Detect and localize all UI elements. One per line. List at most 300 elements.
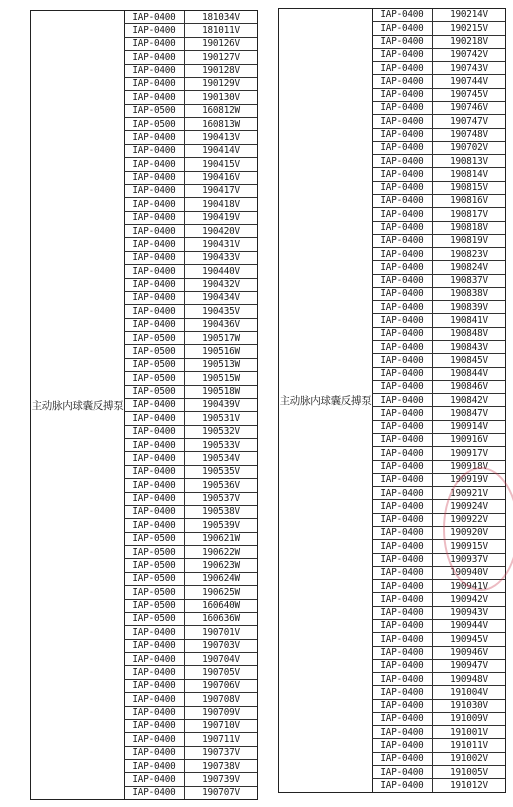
- model-cell: IAP-0500: [124, 372, 185, 384]
- model-cell: IAP-0400: [372, 633, 433, 645]
- model-cell: IAP-0400: [124, 426, 185, 438]
- serial-number-cell: 190839V: [450, 301, 488, 313]
- serial-number-cell: 190921V: [450, 487, 488, 499]
- table-row: [124, 693, 257, 706]
- table-row: [372, 102, 505, 115]
- serial-number-cell: 190838V: [450, 288, 488, 300]
- serial-number-cell: 190818V: [450, 221, 488, 233]
- model-cell: IAP-0400: [124, 305, 185, 317]
- serial-number-cell: 190824V: [450, 261, 488, 273]
- table-row: [124, 265, 257, 278]
- model-cell: IAP-0400: [124, 452, 185, 464]
- table-row: [372, 686, 505, 699]
- model-cell: IAP-0400: [124, 225, 185, 237]
- table-row: [372, 779, 505, 791]
- serial-number-cell: 190743V: [450, 62, 488, 74]
- serial-number-cell: 190515W: [202, 372, 240, 384]
- serial-number-cell: 160636W: [202, 613, 240, 625]
- model-cell: IAP-0400: [124, 279, 185, 291]
- serial-number-cell: 190747V: [450, 115, 488, 127]
- serial-number-cell: 190709V: [202, 707, 240, 719]
- model-cell: IAP-0400: [372, 248, 433, 260]
- model-cell: IAP-0400: [124, 24, 185, 36]
- table-row: [124, 399, 257, 412]
- model-cell: IAP-0400: [372, 22, 433, 34]
- serial-number-cell: 190738V: [202, 760, 240, 772]
- table-row: [124, 225, 257, 238]
- serial-number-cell: 190127V: [202, 51, 240, 63]
- serial-number-cell: 190532V: [202, 426, 240, 438]
- table-row: [124, 479, 257, 492]
- table-row: [372, 580, 505, 593]
- serial-number-cell: 190819V: [450, 235, 488, 247]
- serial-number-cell: 191009V: [450, 713, 488, 725]
- model-cell: IAP-0400: [124, 747, 185, 759]
- model-cell: IAP-0400: [372, 62, 433, 74]
- serial-number-cell: 190815V: [450, 182, 488, 194]
- model-cell: IAP-0400: [124, 680, 185, 692]
- table-row: [372, 9, 505, 22]
- model-cell: IAP-0400: [372, 288, 433, 300]
- table-row: [372, 22, 505, 35]
- table-row: [124, 773, 257, 786]
- serial-number-cell: 190707V: [202, 787, 240, 799]
- model-cell: IAP-0400: [372, 527, 433, 539]
- serial-number-cell: 190917V: [450, 447, 488, 459]
- serial-number-cell: 190846V: [450, 381, 488, 393]
- table-row: [124, 78, 257, 91]
- serial-number-cell: 190941V: [450, 580, 488, 592]
- table-row: [372, 567, 505, 580]
- table-row: [124, 439, 257, 452]
- table-row: [124, 332, 257, 345]
- serial-number-cell: 190705V: [202, 666, 240, 678]
- model-cell: IAP-0400: [124, 760, 185, 772]
- table-row: [124, 238, 257, 251]
- serial-number-cell: 190944V: [450, 620, 488, 632]
- model-cell: IAP-0400: [372, 607, 433, 619]
- model-cell: IAP-0400: [372, 89, 433, 101]
- model-cell: IAP-0500: [124, 105, 185, 117]
- table-row: [124, 279, 257, 292]
- serial-number-cell: 190536V: [202, 479, 240, 491]
- serial-number-cell: 190817V: [450, 208, 488, 220]
- table-row: [124, 38, 257, 51]
- model-cell: IAP-0500: [124, 359, 185, 371]
- model-cell: IAP-0400: [372, 129, 433, 141]
- table-row: [372, 301, 505, 314]
- serial-number-cell: 190433V: [202, 252, 240, 264]
- serial-number-cell: 190737V: [202, 747, 240, 759]
- model-cell: IAP-0400: [372, 75, 433, 87]
- serial-number-cell: 190919V: [450, 474, 488, 486]
- serial-number-cell: 190943V: [450, 607, 488, 619]
- serial-number-cell: 190845V: [450, 354, 488, 366]
- table-row: [372, 261, 505, 274]
- serial-number-cell: 190518W: [202, 386, 240, 398]
- model-cell: IAP-0400: [372, 328, 433, 340]
- model-cell: IAP-0400: [372, 9, 433, 21]
- table-row: [124, 653, 257, 666]
- table-row: [372, 248, 505, 261]
- table-row: [372, 487, 505, 500]
- serial-number-cell: 190704V: [202, 653, 240, 665]
- table-row: [124, 305, 257, 318]
- serial-number-cell: 181011V: [202, 24, 240, 36]
- table-row: [124, 573, 257, 586]
- table-row: [124, 51, 257, 64]
- table-row: [372, 195, 505, 208]
- table-row: [124, 185, 257, 198]
- model-cell: IAP-0400: [372, 766, 433, 778]
- serial-number-cell: 190708V: [202, 693, 240, 705]
- table-row: [124, 707, 257, 720]
- table-row: [372, 700, 505, 713]
- table-row: [124, 546, 257, 559]
- table-row: [124, 319, 257, 332]
- model-cell: IAP-0400: [372, 500, 433, 512]
- model-cell: IAP-0400: [372, 36, 433, 48]
- table-row: [124, 666, 257, 679]
- table-row: [372, 673, 505, 686]
- table-row: [124, 533, 257, 546]
- model-cell: IAP-0400: [372, 447, 433, 459]
- model-cell: IAP-0400: [372, 487, 433, 499]
- model-cell: IAP-0500: [124, 573, 185, 585]
- model-cell: IAP-0400: [372, 421, 433, 433]
- model-cell: IAP-0400: [372, 514, 433, 526]
- table-row: [372, 527, 505, 540]
- model-cell: IAP-0400: [372, 407, 433, 419]
- table-row: [372, 620, 505, 633]
- table-row: [372, 647, 505, 660]
- model-cell: IAP-0400: [124, 185, 185, 197]
- table-row: [372, 660, 505, 673]
- model-cell: IAP-0400: [124, 666, 185, 678]
- model-cell: IAP-0400: [124, 265, 185, 277]
- model-cell: IAP-0400: [372, 753, 433, 765]
- serial-number-cell: 190130V: [202, 91, 240, 103]
- table-row: [124, 372, 257, 385]
- table-row: [124, 145, 257, 158]
- serial-number-cell: 190942V: [450, 593, 488, 605]
- model-cell: IAP-0400: [124, 720, 185, 732]
- table-row: [372, 368, 505, 381]
- model-cell: IAP-0400: [372, 713, 433, 725]
- serial-number-cell: 160812W: [202, 105, 240, 117]
- model-cell: IAP-0400: [124, 65, 185, 77]
- serial-number-cell: 190914V: [450, 421, 488, 433]
- model-cell: IAP-0400: [124, 653, 185, 665]
- table-row: [372, 155, 505, 168]
- table-row: [124, 24, 257, 37]
- serial-number-cell: 191005V: [450, 766, 488, 778]
- serial-number-cell: 190813V: [450, 155, 488, 167]
- serial-number-cell: 190513W: [202, 359, 240, 371]
- table-row: [124, 11, 257, 24]
- table-row: [124, 386, 257, 399]
- model-cell: IAP-0400: [372, 593, 433, 605]
- table-row: [372, 753, 505, 766]
- serial-number-cell: 190533V: [202, 439, 240, 451]
- model-cell: IAP-0400: [124, 145, 185, 157]
- serial-number-cell: 190439V: [202, 399, 240, 411]
- model-cell: IAP-0400: [372, 620, 433, 632]
- table-row: [124, 640, 257, 653]
- model-cell: IAP-0500: [124, 559, 185, 571]
- model-cell: IAP-0400: [124, 319, 185, 331]
- serial-number-cell: 190539V: [202, 519, 240, 531]
- model-cell: IAP-0400: [124, 292, 185, 304]
- model-cell: IAP-0400: [372, 115, 433, 127]
- table-row: [124, 720, 257, 733]
- serial-number-cell: 190623W: [202, 559, 240, 571]
- table-row: [372, 394, 505, 407]
- serial-number-cell: 190937V: [450, 554, 488, 566]
- serial-number-cell: 191030V: [450, 700, 488, 712]
- serial-number-cell: 190535V: [202, 466, 240, 478]
- table-row: [124, 760, 257, 773]
- table-row: [124, 412, 257, 425]
- table-row: [124, 91, 257, 104]
- serial-number-cell: 190924V: [450, 500, 488, 512]
- model-cell: IAP-0400: [372, 235, 433, 247]
- model-cell: IAP-0400: [372, 275, 433, 287]
- model-cell: IAP-0400: [124, 399, 185, 411]
- table-row: [372, 726, 505, 739]
- model-cell: IAP-0400: [124, 626, 185, 638]
- serial-number-cell: 190739V: [202, 773, 240, 785]
- model-cell: IAP-0500: [124, 118, 185, 130]
- serial-number-cell: 190126V: [202, 38, 240, 50]
- model-cell: IAP-0400: [124, 707, 185, 719]
- serial-number-cell: 190436V: [202, 319, 240, 331]
- serial-number-cell: 190417V: [202, 185, 240, 197]
- model-cell: IAP-0400: [372, 554, 433, 566]
- model-cell: IAP-0400: [372, 168, 433, 180]
- table-row: [124, 680, 257, 693]
- model-cell: IAP-0400: [124, 158, 185, 170]
- serial-number-cell: 190745V: [450, 89, 488, 101]
- product-name-cell: 主动脉内球囊反搏泵: [279, 9, 373, 792]
- table-row: [124, 733, 257, 746]
- table-row: [372, 514, 505, 527]
- table-row: [372, 129, 505, 142]
- serial-number-cell: 190537V: [202, 493, 240, 505]
- table-row: [372, 739, 505, 752]
- table-row: [124, 559, 257, 572]
- model-cell: IAP-0400: [124, 506, 185, 518]
- serial-number-cell: 160640W: [202, 600, 240, 612]
- table-row: [124, 198, 257, 211]
- model-cell: IAP-0400: [372, 739, 433, 751]
- table-row: [372, 766, 505, 779]
- table-row: [124, 359, 257, 372]
- serial-number-cell: 191004V: [450, 686, 488, 698]
- model-cell: IAP-0400: [124, 238, 185, 250]
- serial-number-cell: 190419V: [202, 212, 240, 224]
- table-row: [372, 89, 505, 102]
- serial-number-cell: 190420V: [202, 225, 240, 237]
- table-row: [124, 519, 257, 532]
- table-row: [372, 36, 505, 49]
- serial-number-cell: 190414V: [202, 145, 240, 157]
- table-row: [372, 713, 505, 726]
- table-row: [124, 626, 257, 639]
- model-cell: IAP-0400: [124, 773, 185, 785]
- table-row: [372, 554, 505, 567]
- model-cell: IAP-0400: [124, 412, 185, 424]
- model-cell: IAP-0400: [372, 155, 433, 167]
- model-cell: IAP-0400: [372, 208, 433, 220]
- serial-number-cell: 190844V: [450, 368, 488, 380]
- model-cell: IAP-0400: [372, 314, 433, 326]
- device-rows: [124, 11, 257, 799]
- serial-number-cell: 190538V: [202, 506, 240, 518]
- table-row: [124, 426, 257, 439]
- table-row: [124, 747, 257, 760]
- table-row: [124, 118, 257, 131]
- serial-number-cell: 190940V: [450, 567, 488, 579]
- serial-number-cell: 190516W: [202, 345, 240, 357]
- serial-number-cell: 190625W: [202, 586, 240, 598]
- serial-number-cell: 190215V: [450, 22, 488, 34]
- table-row: [124, 345, 257, 358]
- serial-number-cell: 190847V: [450, 407, 488, 419]
- model-cell: IAP-0500: [124, 345, 185, 357]
- table-row: [372, 540, 505, 553]
- model-cell: IAP-0500: [124, 332, 185, 344]
- table-row: [372, 607, 505, 620]
- serial-number-cell: 190920V: [450, 527, 488, 539]
- model-cell: IAP-0400: [372, 368, 433, 380]
- model-cell: IAP-0400: [372, 301, 433, 313]
- table-row: [124, 212, 257, 225]
- serial-number-cell: 190746V: [450, 102, 488, 114]
- table-row: [124, 466, 257, 479]
- serial-number-cell: 190701V: [202, 626, 240, 638]
- serial-number-cell: 190947V: [450, 660, 488, 672]
- model-cell: IAP-0400: [372, 461, 433, 473]
- table-row: [372, 381, 505, 394]
- table-row: [372, 314, 505, 327]
- serial-number-cell: 190814V: [450, 168, 488, 180]
- model-cell: IAP-0400: [372, 434, 433, 446]
- table-row: [124, 787, 257, 799]
- model-cell: IAP-0500: [124, 546, 185, 558]
- serial-number-cell: 190416V: [202, 172, 240, 184]
- serial-number-cell: 190534V: [202, 452, 240, 464]
- model-cell: IAP-0400: [372, 540, 433, 552]
- serial-number-cell: 190621W: [202, 533, 240, 545]
- model-cell: IAP-0400: [124, 252, 185, 264]
- serial-number-cell: 190837V: [450, 275, 488, 287]
- table-row: [372, 341, 505, 354]
- table-row: [124, 105, 257, 118]
- model-cell: IAP-0500: [124, 586, 185, 598]
- serial-number-cell: 191011V: [450, 739, 488, 751]
- model-cell: IAP-0400: [372, 222, 433, 234]
- serial-number-cell: 190431V: [202, 238, 240, 250]
- model-cell: IAP-0400: [372, 686, 433, 698]
- table-row: [372, 461, 505, 474]
- model-cell: IAP-0400: [372, 474, 433, 486]
- table-row: [124, 292, 257, 305]
- serial-number-cell: 190432V: [202, 279, 240, 291]
- model-cell: IAP-0500: [124, 386, 185, 398]
- model-cell: IAP-0400: [124, 38, 185, 50]
- model-cell: IAP-0400: [124, 212, 185, 224]
- model-cell: IAP-0400: [372, 700, 433, 712]
- model-cell: IAP-0400: [124, 78, 185, 90]
- serial-number-cell: 190744V: [450, 75, 488, 87]
- serial-number-cell: 190922V: [450, 514, 488, 526]
- device-table-left: [30, 10, 258, 800]
- table-row: [124, 65, 257, 78]
- model-cell: IAP-0400: [372, 660, 433, 672]
- table-row: [124, 493, 257, 506]
- serial-number-cell: 190128V: [202, 65, 240, 77]
- serial-number-cell: 190706V: [202, 680, 240, 692]
- serial-number-cell: 190816V: [450, 195, 488, 207]
- table-row: [372, 208, 505, 221]
- table-row: [124, 613, 257, 626]
- model-cell: IAP-0400: [124, 198, 185, 210]
- serial-number-cell: 190434V: [202, 292, 240, 304]
- serial-number-cell: 190418V: [202, 198, 240, 210]
- serial-number-cell: 190129V: [202, 78, 240, 90]
- serial-number-cell: 190703V: [202, 640, 240, 652]
- serial-number-cell: 190842V: [450, 394, 488, 406]
- model-cell: IAP-0500: [124, 600, 185, 612]
- serial-number-cell: 190946V: [450, 646, 488, 658]
- model-cell: IAP-0400: [372, 580, 433, 592]
- serial-number-cell: 160813W: [202, 118, 240, 130]
- serial-number-cell: 190218V: [450, 36, 488, 48]
- model-cell: IAP-0400: [124, 172, 185, 184]
- serial-number-cell: 190843V: [450, 341, 488, 353]
- serial-number-cell: 190848V: [450, 328, 488, 340]
- serial-number-cell: 191012V: [450, 779, 488, 791]
- model-cell: IAP-0400: [372, 381, 433, 393]
- table-row: [372, 447, 505, 460]
- model-cell: IAP-0400: [124, 439, 185, 451]
- model-cell: IAP-0500: [124, 613, 185, 625]
- serial-number-cell: 190413V: [202, 131, 240, 143]
- model-cell: IAP-0400: [124, 693, 185, 705]
- table-row: [372, 168, 505, 181]
- model-cell: IAP-0400: [372, 779, 433, 791]
- serial-number-cell: 190742V: [450, 49, 488, 61]
- model-cell: IAP-0400: [124, 733, 185, 745]
- table-row: [372, 275, 505, 288]
- table-row: [372, 182, 505, 195]
- model-cell: IAP-0400: [372, 567, 433, 579]
- serial-number-cell: 190415V: [202, 158, 240, 170]
- model-cell: IAP-0400: [372, 49, 433, 61]
- model-cell: IAP-0400: [372, 673, 433, 685]
- serial-number-cell: 190710V: [202, 720, 240, 732]
- table-row: [372, 474, 505, 487]
- model-cell: IAP-0400: [124, 466, 185, 478]
- model-cell: IAP-0400: [372, 354, 433, 366]
- model-cell: IAP-0500: [124, 533, 185, 545]
- serial-number-cell: 190440V: [202, 265, 240, 277]
- serial-number-cell: 190517W: [202, 332, 240, 344]
- serial-number-cell: 190531V: [202, 412, 240, 424]
- serial-number-cell: 190823V: [450, 248, 488, 260]
- device-table-right: [278, 8, 506, 793]
